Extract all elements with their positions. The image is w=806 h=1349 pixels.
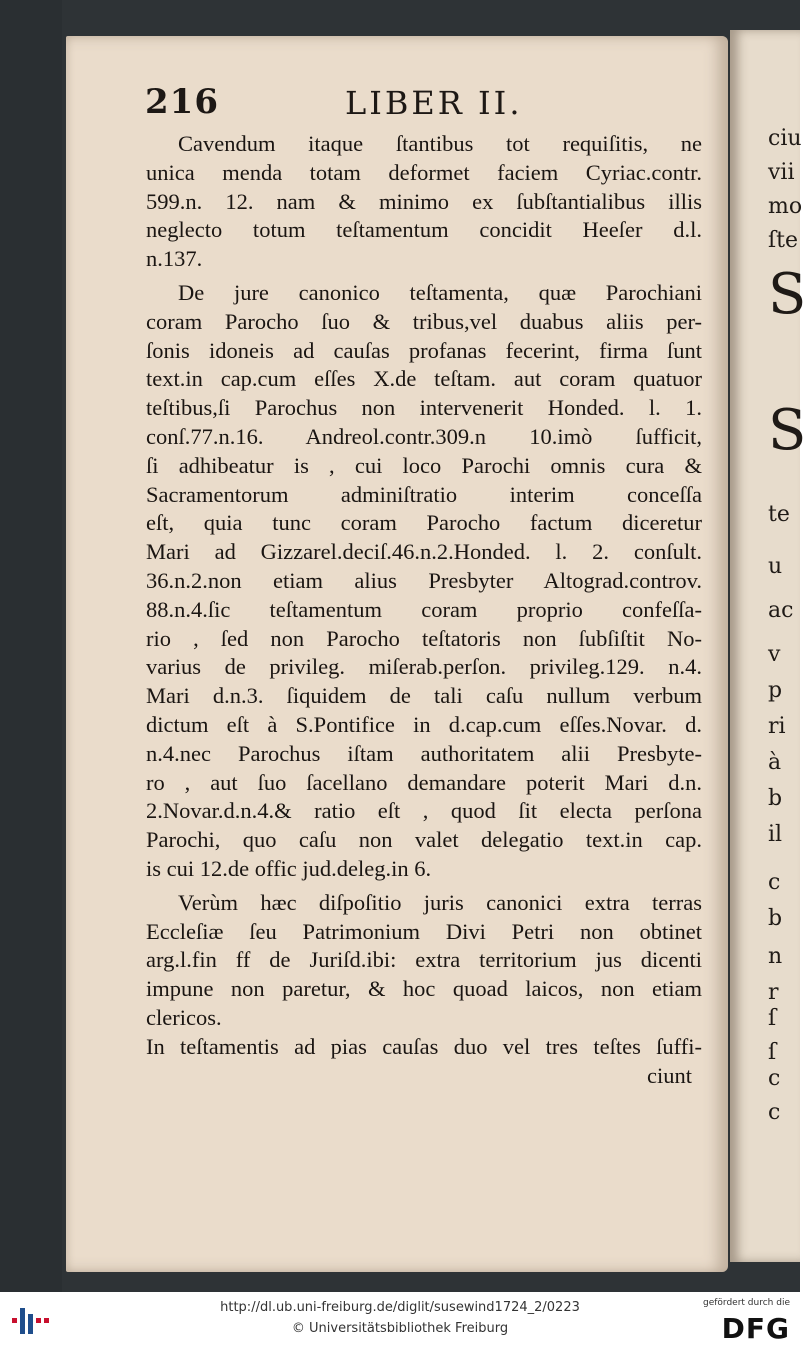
facing-page-fragment: c — [768, 1066, 781, 1091]
page-body — [146, 130, 702, 1090]
text-line: unica menda totam deformet faciem Cyriac.contr. — [146, 159, 702, 185]
text-line: Parochi, quo caſu non valet delegatio text.in cap. — [146, 827, 702, 853]
facing-page-fragment: ſte — [768, 228, 799, 253]
facing-page-fragment: b — [768, 786, 783, 811]
facing-page-fragment: v — [768, 642, 781, 667]
text-line: is cui 12.de offic jud.deleg.in 6. — [146, 855, 432, 881]
facing-page-fragment: n — [768, 944, 783, 969]
text-line: ſi adhibeatur is , cui loco Parochi omnis cura & — [146, 452, 702, 478]
text-line: text.in cap.cum eſſes X.de teſtam. aut coram quatuor — [146, 366, 702, 392]
facing-page-fragment: il — [768, 822, 783, 847]
text-line: Cavendum itaque ſtantibus tot requiſitis, ne — [178, 131, 702, 156]
text-line: 2.Novar.d.n.4.& ratio eſt , quod ſit electa perſona — [146, 798, 702, 824]
text-line: teſtibus,ſi Parochus non intervenerit Honded. l. 1. — [146, 395, 702, 421]
facing-page-edge — [730, 30, 806, 1262]
text-line: clericos. — [146, 1004, 222, 1030]
text-line: ro , aut ſuo ſacellano demandare poterit Mari d.n. — [146, 769, 702, 795]
text-line: ciunt — [647, 1062, 692, 1088]
facing-page-fragment: S — [768, 398, 806, 463]
copyright-notice: © Universitätsbibliothek Freiburg — [291, 1321, 509, 1336]
facing-page-fragment: à — [768, 750, 782, 775]
facing-page-fragment: ri — [768, 714, 786, 739]
facing-page-fragment: c — [768, 1100, 781, 1125]
text-line: Verùm hæc diſpoſitio juris canonici extra terras — [178, 889, 702, 915]
running-title: LIBER II. — [345, 84, 523, 122]
viewer-footer — [0, 1292, 800, 1349]
page-header — [145, 82, 705, 126]
facing-page-fragment: u — [768, 554, 783, 579]
facing-page-fragment: vii — [768, 160, 795, 185]
text-line: 599.n. 12. nam & minimo ex ſubſtantialibus illis — [146, 188, 702, 214]
text-line: Sacramentorum adminiſtratio interim conceſſa — [146, 481, 702, 507]
text-line: Eccleſiæ ſeu Patrimonium Divi Petri non obtinet — [146, 918, 702, 944]
facing-page-fragment: p — [768, 678, 783, 703]
dfg-logo: DFG — [721, 1312, 790, 1345]
text-line: n.4.nec Parochus iſtam authoritatem alii Presbyte- — [146, 740, 702, 766]
text-line: Mari d.n.3. ſiquidem de tali caſu nullum verbum — [146, 683, 702, 709]
text-line: 88.n.4.ſic teſtamentum coram proprio confeſſa- — [146, 596, 702, 622]
text-line: 36.n.2.non etiam alius Presbyter Altograd.controv. — [146, 567, 702, 593]
facing-page-fragment: ac — [768, 598, 794, 623]
facing-page-fragment: te — [768, 502, 790, 527]
funder-block — [703, 1298, 790, 1345]
facing-page-fragment: S — [768, 262, 806, 327]
text-line: dictum eſt à S.Pontifice in d.cap.cum eſſes.Novar. d. — [146, 711, 702, 737]
text-line: arg.l.fin ff de Juriſd.ibi: extra territorium jus dicenti — [146, 947, 702, 973]
facing-page-fragment: ciu — [768, 126, 802, 151]
permalink-url[interactable]: http://dl.ub.uni-freiburg.de/diglit/susewind1724_2/0223 — [220, 1300, 580, 1315]
facing-page-fragment: b — [768, 906, 783, 931]
facing-page-fragment: mo — [768, 194, 803, 219]
text-line: varius de privileg. miſerab.perſon. privileg.129. n.4. — [146, 654, 702, 680]
funding-note: gefördert durch die — [703, 1298, 790, 1308]
text-line: ſonis idoneis ad cauſas profanas fecerint, firma ſunt — [146, 337, 702, 363]
facing-page-fragment: ſ — [768, 1006, 777, 1031]
text-line: eſt, quia tunc coram Parocho factum diceretur — [146, 510, 702, 536]
text-line: rio , ſed non Parocho teſtatoris non ſubſiſtit No- — [146, 625, 702, 651]
text-line: coram Parocho ſuo & tribus,vel duabus aliis per- — [146, 308, 702, 334]
facing-page-fragment: c — [768, 870, 781, 895]
text-line: In teſtamentis ad pias cauſas duo vel tres teſtes ſuffi- — [146, 1033, 702, 1059]
text-line: De jure canonico teſtamenta, quæ Parochiani — [178, 279, 702, 305]
text-line: Mari ad Gizzarel.deciſ.46.n.2.Honded. l. 2. conſult. — [146, 539, 702, 565]
facing-page-fragment: ſ — [768, 1040, 777, 1065]
facing-page-fragment: r — [768, 980, 779, 1005]
book-board — [0, 0, 62, 1292]
text-line: conſ.77.n.16. Andreol.contr.309.n 10.imò ſufficit, — [146, 423, 702, 449]
text-line: neglecto totum teſtamentum concidit Heeſer d.l. — [146, 217, 702, 243]
text-line: impune non paretur, & hoc quoad laicos, non etiam — [146, 976, 702, 1002]
page-number: 216 — [145, 82, 219, 122]
text-line: n.137. — [146, 246, 203, 272]
